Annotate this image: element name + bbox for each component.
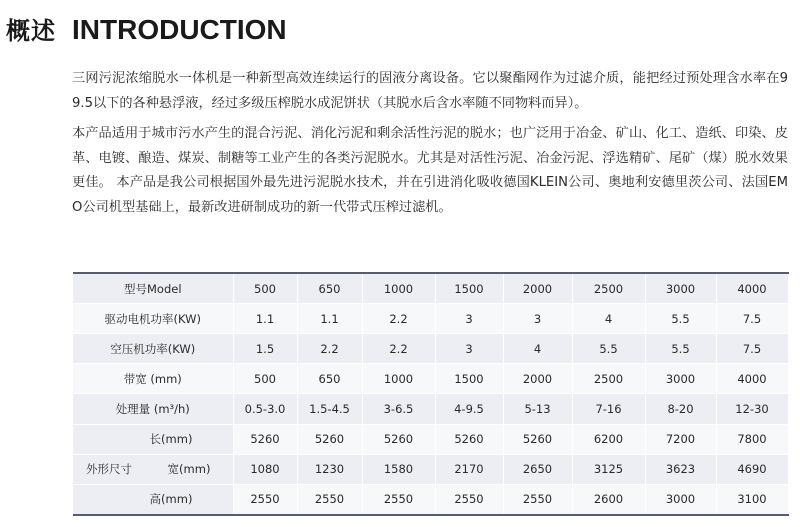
table-cell: 8-20 — [645, 394, 716, 424]
table-cell: 4 — [572, 304, 645, 334]
table-cell: 3000 — [645, 484, 716, 515]
intro-paragraph-2: 本产品适用于城市污水产生的混合污泥、消化污泥和剩余活性污泥的脱水；也广泛用于冶金、矿山、化工、造纸、印染、皮革、电镀、酿造、煤炭、制糖等工业产生的各类污泥脱水。尤其是对活性污泥、冶金污泥、浮选精矿、尾矿（煤）脱水效果更佳。 本产品是我公司根据国外最先进污泥脱水技术，并在引进消化吸收德国KLEIN公司、奥地利安德里茨公司、法国EMO公司机型基础上，最新改进研制成功的新一代带式压榨过滤机。 — [72, 126, 788, 215]
row-label: 宽(mm) — [167, 462, 211, 477]
table-cell: 1500 — [435, 364, 503, 394]
table-cell: 1.5-4.5 — [297, 394, 362, 424]
table-cell: 5-13 — [503, 394, 572, 424]
row-label: 驱动电机功率(KW) — [73, 304, 233, 334]
row-label: 型号Model — [73, 273, 233, 304]
table-cell: 4690 — [716, 454, 788, 484]
table-cell: 650 — [297, 364, 362, 394]
table-cell: 2500 — [572, 273, 645, 304]
table-cell: 12-30 — [716, 394, 788, 424]
dim-row-wrap — [73, 454, 233, 484]
table-cell: 2550 — [297, 484, 362, 515]
dim-row-wrap — [73, 424, 233, 454]
table-cell: 7.5 — [716, 334, 788, 364]
table-row — [73, 364, 788, 394]
row-label: 处理量 (m³/h) — [73, 394, 233, 424]
table-cell: 2550 — [233, 484, 297, 515]
table-cell: 5260 — [435, 424, 503, 454]
table-cell: 2650 — [503, 454, 572, 484]
table-cell: 7-16 — [572, 394, 645, 424]
table-cell: 1500 — [435, 273, 503, 304]
heading-english: INTRODUCTION — [72, 14, 287, 45]
table-cell: 5.5 — [645, 304, 716, 334]
table-cell: 1230 — [297, 454, 362, 484]
table-cell: 5260 — [503, 424, 572, 454]
table-cell: 650 — [297, 273, 362, 304]
spec-table — [73, 272, 789, 516]
table-cell: 1000 — [362, 364, 435, 394]
table-cell: 2.2 — [362, 334, 435, 364]
table-row — [73, 304, 788, 334]
table-cell: 4 — [503, 334, 572, 364]
row-label: 带宽 (mm) — [73, 364, 233, 394]
table-cell: 2600 — [572, 484, 645, 515]
table-cell: 3-6.5 — [362, 394, 435, 424]
table-cell: 5260 — [297, 424, 362, 454]
table-cell: 5260 — [233, 424, 297, 454]
heading-chinese: 概述 — [6, 17, 56, 45]
table-cell: 2170 — [435, 454, 503, 484]
table-cell: 1000 — [362, 273, 435, 304]
table-cell: 3 — [435, 304, 503, 334]
table-cell: 4000 — [716, 364, 788, 394]
table-cell: 1080 — [233, 454, 297, 484]
dim-row-wrap — [73, 484, 233, 515]
table-cell: 500 — [233, 273, 297, 304]
table-cell: 2000 — [503, 364, 572, 394]
table-row — [73, 273, 788, 304]
table-cell: 0.5-3.0 — [233, 394, 297, 424]
table-cell: 1.1 — [233, 304, 297, 334]
table-cell: 1.1 — [297, 304, 362, 334]
table-row — [73, 394, 788, 424]
table-row — [73, 484, 788, 515]
table-row — [73, 424, 788, 454]
table-cell: 2550 — [435, 484, 503, 515]
row-label: 空压机功率(KW) — [73, 334, 233, 364]
table-cell: 3000 — [645, 364, 716, 394]
table-cell: 3 — [503, 304, 572, 334]
table-cell: 7.5 — [716, 304, 788, 334]
table-cell: 5.5 — [572, 334, 645, 364]
table-cell: 3125 — [572, 454, 645, 484]
table-cell: 2550 — [503, 484, 572, 515]
table-cell: 2500 — [572, 364, 645, 394]
table-cell: 5.5 — [645, 334, 716, 364]
row-label: 高(mm) — [149, 492, 193, 507]
table-cell: 1580 — [362, 454, 435, 484]
table-cell: 4-9.5 — [435, 394, 503, 424]
table-cell: 2000 — [503, 273, 572, 304]
table-cell: 6200 — [572, 424, 645, 454]
table-cell: 1.5 — [233, 334, 297, 364]
table-cell: 2.2 — [362, 304, 435, 334]
table-cell: 7800 — [716, 424, 788, 454]
table-row — [73, 454, 788, 484]
row-label: 长(mm) — [149, 432, 193, 447]
table-row — [73, 334, 788, 364]
table-cell: 3 — [435, 334, 503, 364]
section-heading — [6, 14, 287, 46]
intro-paragraph-1: 三网污泥浓缩脱水一体机是一种新型高效连续运行的固液分离设备。它以聚酯网作为过滤介质，能把经过预处理含水率在99.5以下的各种悬浮液，经过多级压榨脱水成泥饼状（其脱水后含水率随不同物料而异）。 — [72, 71, 788, 111]
table-cell: 7200 — [645, 424, 716, 454]
dim-group-label: 外形尺寸 — [86, 462, 132, 477]
table-cell: 500 — [233, 364, 297, 394]
table-cell: 3623 — [645, 454, 716, 484]
table-cell: 4000 — [716, 273, 788, 304]
table-cell: 3000 — [645, 273, 716, 304]
table-cell: 5260 — [362, 424, 435, 454]
table-cell: 2550 — [362, 484, 435, 515]
table-cell: 2.2 — [297, 334, 362, 364]
table-cell: 3100 — [716, 484, 788, 515]
